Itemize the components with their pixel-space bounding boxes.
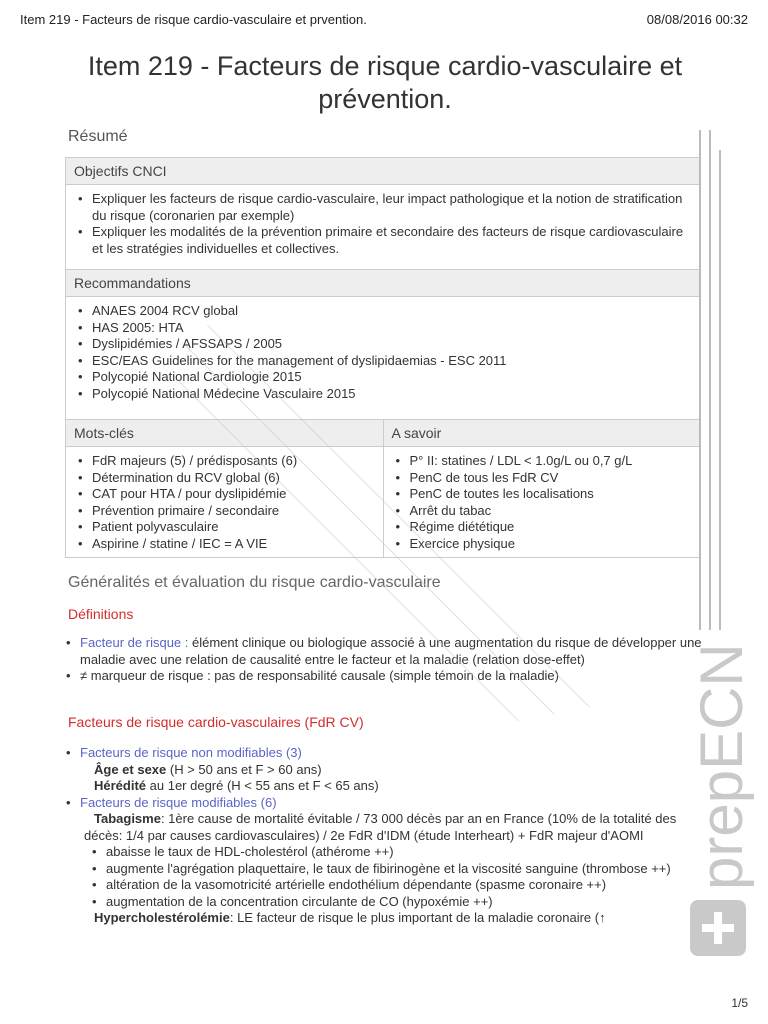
motscles-header: Mots-clés — [66, 419, 383, 447]
fdr-term: Facteur de risque : — [80, 635, 189, 650]
list-item: • augmentation de la concentration circulante de CO (hypoxémie ++) — [88, 894, 702, 911]
recommandations-header: Recommandations — [66, 269, 700, 297]
list-item: • Patient polyvasculaire — [74, 519, 375, 536]
list-item: • FdR majeurs (5) / prédisposants (6) — [74, 453, 375, 470]
keywords-box — [65, 419, 701, 558]
prepecn-logo — [684, 640, 754, 960]
objectifs-header: Objectifs CNCI — [66, 158, 700, 185]
list-item: • P° II: statines / LDL < 1.0g/L ou 0,7 g/L — [392, 453, 693, 470]
definitions-heading: Définitions — [68, 606, 134, 622]
list-item: • CAT pour HTA / pour dyslipidémie — [74, 486, 375, 503]
recommandations-box — [65, 269, 701, 420]
list-item: • Dyslipidémies / AFSSAPS / 2005 — [74, 336, 692, 353]
brand-text: prepECN — [688, 643, 754, 890]
fdrcv-list — [62, 745, 702, 927]
generalites-heading: Généralités et évaluation du risque cardio-vasculaire — [68, 574, 441, 591]
header-date: 08/08/2016 00:32 — [646, 12, 748, 27]
page-title — [60, 50, 710, 116]
list-item: • abaisse le taux de HDL-cholestérol (athérome ++) — [88, 844, 702, 861]
hyperchol-term: Hypercholestérolémie — [94, 910, 230, 925]
recommandations-list — [74, 303, 692, 402]
header-title: Item 219 - Facteurs de risque cardio-vasculaire et prvention. — [20, 12, 367, 27]
legal-vertical-text — [688, 120, 736, 640]
tabac-term: Tabagisme — [94, 811, 161, 826]
list-item: • Polycopié National Médecine Vasculaire 2015 — [74, 386, 692, 403]
list-item — [62, 795, 702, 927]
list-item: • Expliquer les facteurs de risque cardio-vasculaire, leur impact pathologique et la notion de stratification du risque (coronarien par exemple) — [74, 191, 692, 224]
resume-label: Résumé — [68, 128, 128, 145]
tabac-sublist — [84, 844, 702, 910]
list-item: • altération de la vasomotricité artérielle endothélium dépendante (spasme coronaire ++) — [88, 877, 702, 894]
non-modifiables-label: Facteurs de risque non modifiables (3) — [80, 745, 302, 760]
heredite-term: Hérédité — [94, 778, 147, 793]
list-item: • ESC/EAS Guidelines for the management of dyslipidaemias - ESC 2011 — [74, 353, 692, 370]
list-item: • Polycopié National Cardiologie 2015 — [74, 369, 692, 386]
tabac-text: : 1ère cause de mortalité évitable / 73 000 décès par an en France (10% de la totalité des décès: 1/4 par causes cardiovasculaires) / 2e FdR d'IDM (étude Interheart) + FdR majeur d'AOMI — [84, 811, 677, 843]
list-item: • PenC de tous les FdR CV — [392, 470, 693, 487]
title-line-1: Item 219 - Facteurs de risque cardio-vasculaire et — [87, 51, 683, 81]
list-item: • Prévention primaire / secondaire — [74, 503, 375, 520]
title-line-2: prévention. — [318, 84, 452, 114]
list-item: • Aspirine / statine / IEC = A VIE — [74, 536, 375, 553]
list-item: • HAS 2005: HTA — [74, 320, 692, 337]
list-item: • Expliquer les modalités de la prévention primaire et secondaire des facteurs de risque cardiovasculaire et les stratégies individuelles et collectives. — [74, 224, 692, 257]
list-item: • Arrêt du tabac — [392, 503, 693, 520]
asavoir-list — [392, 453, 693, 552]
hyperchol-text: : LE facteur de risque le plus important de la maladie coronaire (↑ — [229, 910, 606, 925]
list-item: • ANAES 2004 RCV global — [74, 303, 692, 320]
age-text: (H > 50 ans et F > 60 ans) — [166, 761, 322, 777]
objectifs-list — [74, 191, 692, 257]
asavoir-header: A savoir — [384, 419, 701, 447]
fdrcv-heading: Facteurs de risque cardio-vasculaires (FdR CV) — [68, 714, 364, 730]
list-item: • Détermination du RCV global (6) — [74, 470, 375, 487]
fdr-text: élément clinique ou biologique associé à une augmentation du risque de développer une maladie avec une relation de causalité entre le facteur et la maladie (relation dose-effet) — [80, 635, 702, 667]
motscles-list — [74, 453, 375, 552]
page-number: 1/5 — [731, 996, 748, 1010]
modifiables-label: Facteurs de risque modifiables (6) — [80, 794, 277, 810]
list-item: • PenC de toutes les localisations — [392, 486, 693, 503]
list-item: • augmente l'agrégation plaquettaire, le taux de fibirinogène et la viscosité sanguine (thrombose ++) — [88, 861, 702, 878]
age-term: Âge et sexe — [94, 761, 167, 777]
list-item — [62, 745, 702, 795]
objectifs-box — [65, 157, 701, 271]
list-item: • Exercice physique — [392, 536, 693, 553]
list-item: • ≠ marqueur de risque : pas de responsabilité causale (simple témoin de la maladie) — [62, 668, 702, 685]
definitions-list — [62, 635, 702, 685]
heredite-text: au 1er degré (H < 55 ans et F < 65 ans) — [146, 778, 379, 793]
list-item: • Régime diététique — [392, 519, 693, 536]
list-item — [62, 635, 702, 668]
